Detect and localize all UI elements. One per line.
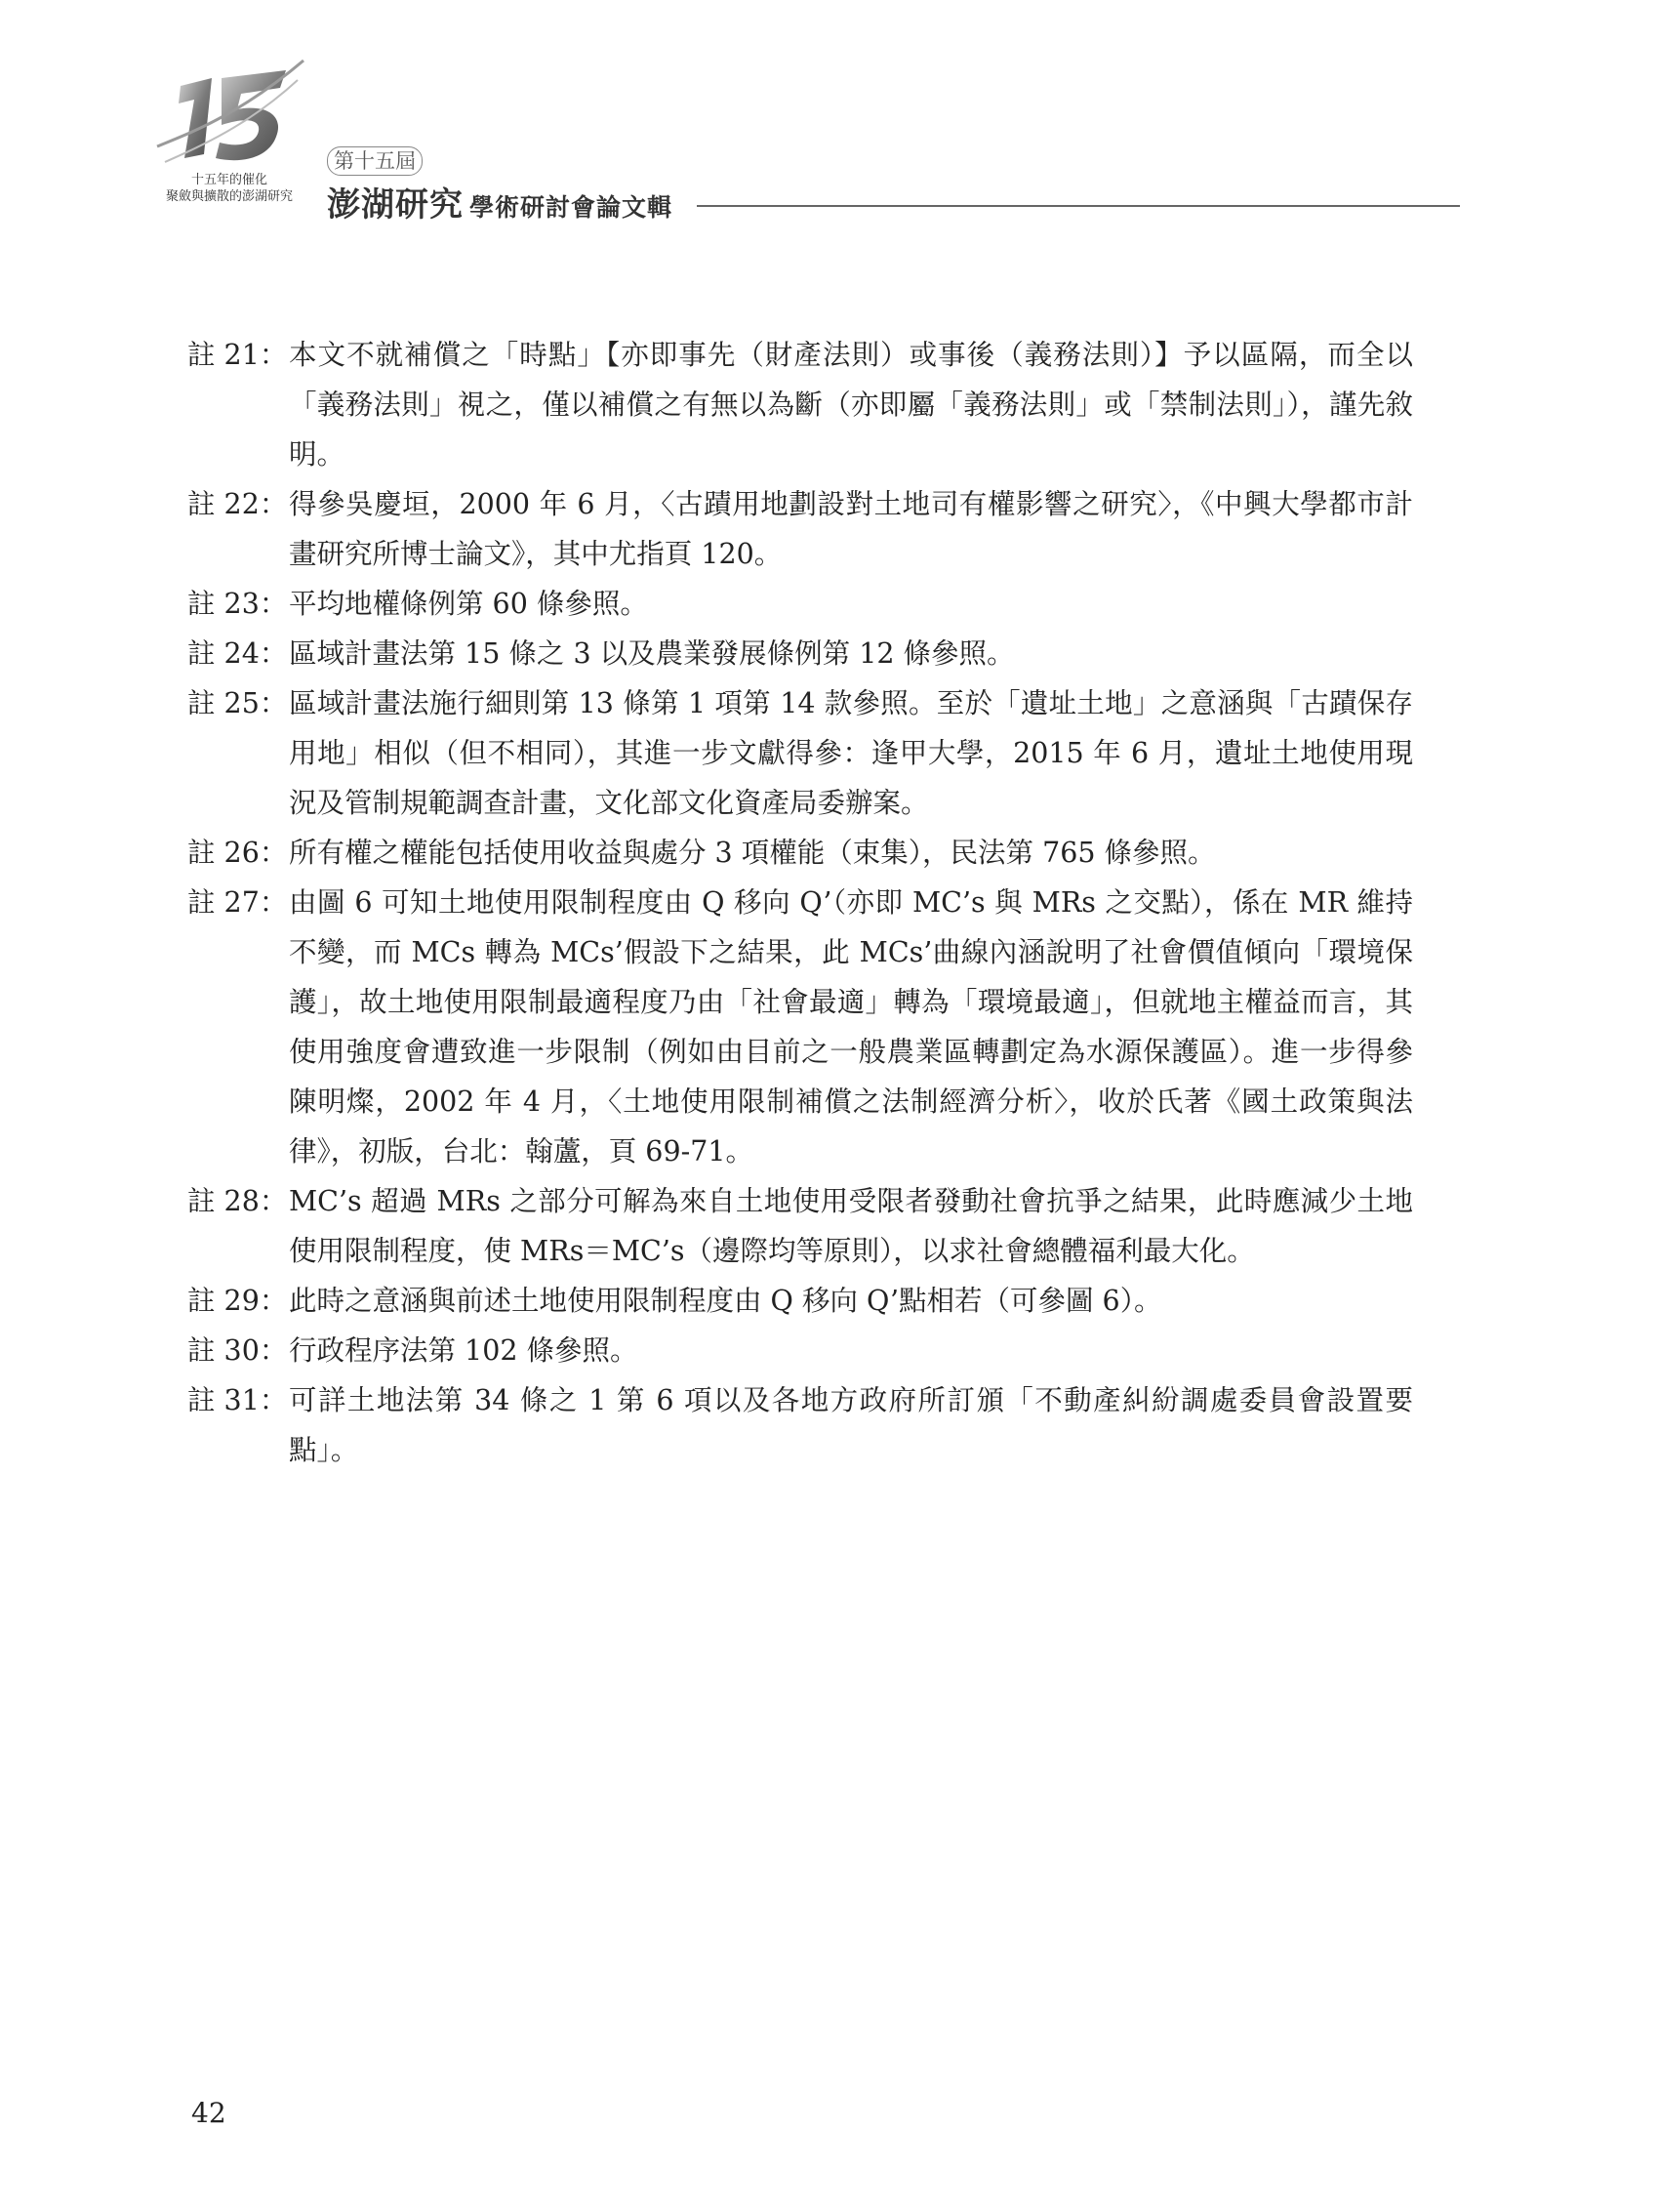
footnote-text: 所有權之權能包括使用收益與處分 3 項權能（束集），民法第 765 條參照。 — [289, 837, 1216, 869]
footnote-31 — [187, 1375, 1413, 1475]
footnote-27 — [187, 878, 1413, 1176]
series-title-sub: 學術研討會論文輯 — [469, 193, 673, 222]
page-header — [0, 0, 1659, 234]
footnote-label: 註 24： — [187, 637, 288, 670]
footnote-text: 由圖 6 可知土地使用限制程度由 Q 移向 Q’（亦即 MC’s 與 MRs 之交點），係在 MR 維持不變，而 MCs 轉為 MCs’假設下之結果，此 MCs’曲線內涵說明了社會價值傾向「環境保護」，故土地使用限制最適程度乃由「社會最適」轉為「環境最適」，但就地主權益而言，其使用強度會遭致進一步限制（例如由目前之一般農業區轉劃定為水源保護區）。進一步得參陳明燦，2002 年 4 月，〈土地使用限制補償之法制經濟分析〉，收於氏著《國土政策與法律》，初版，台北：翰蘆，頁 69-71。 — [289, 886, 1413, 1167]
page-number: 42 — [191, 2097, 226, 2129]
footnote-text: 可詳土地法第 34 條之 1 第 6 項以及各地方政府所訂頒「不動產糾紛調處委員會設置要點」。 — [289, 1384, 1413, 1466]
series-title-main: 澎湖研究 — [327, 185, 464, 225]
footnote-30 — [187, 1326, 1413, 1375]
footnote-21 — [187, 330, 1413, 479]
logo-caption — [151, 172, 307, 205]
footnote-26 — [187, 828, 1413, 878]
footnote-label: 註 27： — [187, 886, 288, 919]
footnote-text: 得參吳慶垣，2000 年 6 月，〈古蹟用地劃設對土地司有權影響之研究〉，《中興大學都市計畫研究所博士論文》，其中尤指頁 120。 — [289, 488, 1413, 570]
series-title — [327, 178, 672, 225]
footnote-text: 區域計畫法第 15 條之 3 以及農業發展條例第 12 條參照。 — [289, 637, 1015, 670]
logo-caption-line1: 十五年的催化 — [190, 173, 267, 187]
footnote-text: 此時之意涵與前述土地使用限制程度由 Q 移向 Q’點相若（可參圖 6）。 — [289, 1285, 1162, 1317]
footnote-text: MC’s 超過 MRs 之部分可解為來自土地使用受限者發動社會抗爭之結果，此時應減少土地使用限制程度，使 MRs＝MC’s（邊際均等原則），以求社會總體福利最大化。 — [289, 1185, 1413, 1267]
header-divider — [697, 205, 1460, 207]
logo-15-emblem — [151, 57, 307, 172]
footnote-label: 註 25： — [187, 687, 288, 719]
footnote-text: 平均地權條例第 60 條參照。 — [289, 588, 648, 620]
footnote-24 — [187, 629, 1413, 678]
footnote-text: 區域計畫法施行細則第 13 條第 1 項第 14 款參照。至於「遺址土地」之意涵與「古蹟保存用地」相似（但不相同），其進一步文獻得參：逢甲大學，2015 年 6 月，遺址土地使用現況及管制規範調查計畫，文化部文化資產局委辦案。 — [289, 687, 1413, 819]
anniversary-logo — [151, 57, 307, 203]
footnote-label: 註 22： — [187, 488, 288, 520]
footnote-22 — [187, 479, 1413, 579]
footnote-label: 註 26： — [187, 837, 288, 869]
footnote-25 — [187, 678, 1413, 828]
footnote-label: 註 29： — [187, 1285, 288, 1317]
edition-badge: 第十五屆 — [327, 146, 423, 176]
logo-caption-line2: 聚斂與擴散的澎湖研究 — [165, 189, 293, 204]
footnote-label: 註 21： — [187, 339, 288, 371]
footnotes — [187, 330, 1413, 1475]
footnote-28 — [187, 1176, 1413, 1276]
footnote-text: 行政程序法第 102 條參照。 — [289, 1334, 638, 1367]
footnote-label: 註 23： — [187, 588, 288, 620]
footnote-label: 註 28： — [187, 1185, 288, 1217]
footnote-29 — [187, 1276, 1413, 1326]
footnote-label: 註 30： — [187, 1334, 288, 1367]
footnote-23 — [187, 579, 1413, 629]
footnote-text: 本文不就補償之「時點」【亦即事先（財產法則）或事後（義務法則）】予以區隔，而全以「義務法則」視之，僅以補償之有無以為斷（亦即屬「義務法則」或「禁制法則」），謹先敘明。 — [289, 339, 1413, 471]
footnote-label: 註 31： — [187, 1384, 288, 1416]
